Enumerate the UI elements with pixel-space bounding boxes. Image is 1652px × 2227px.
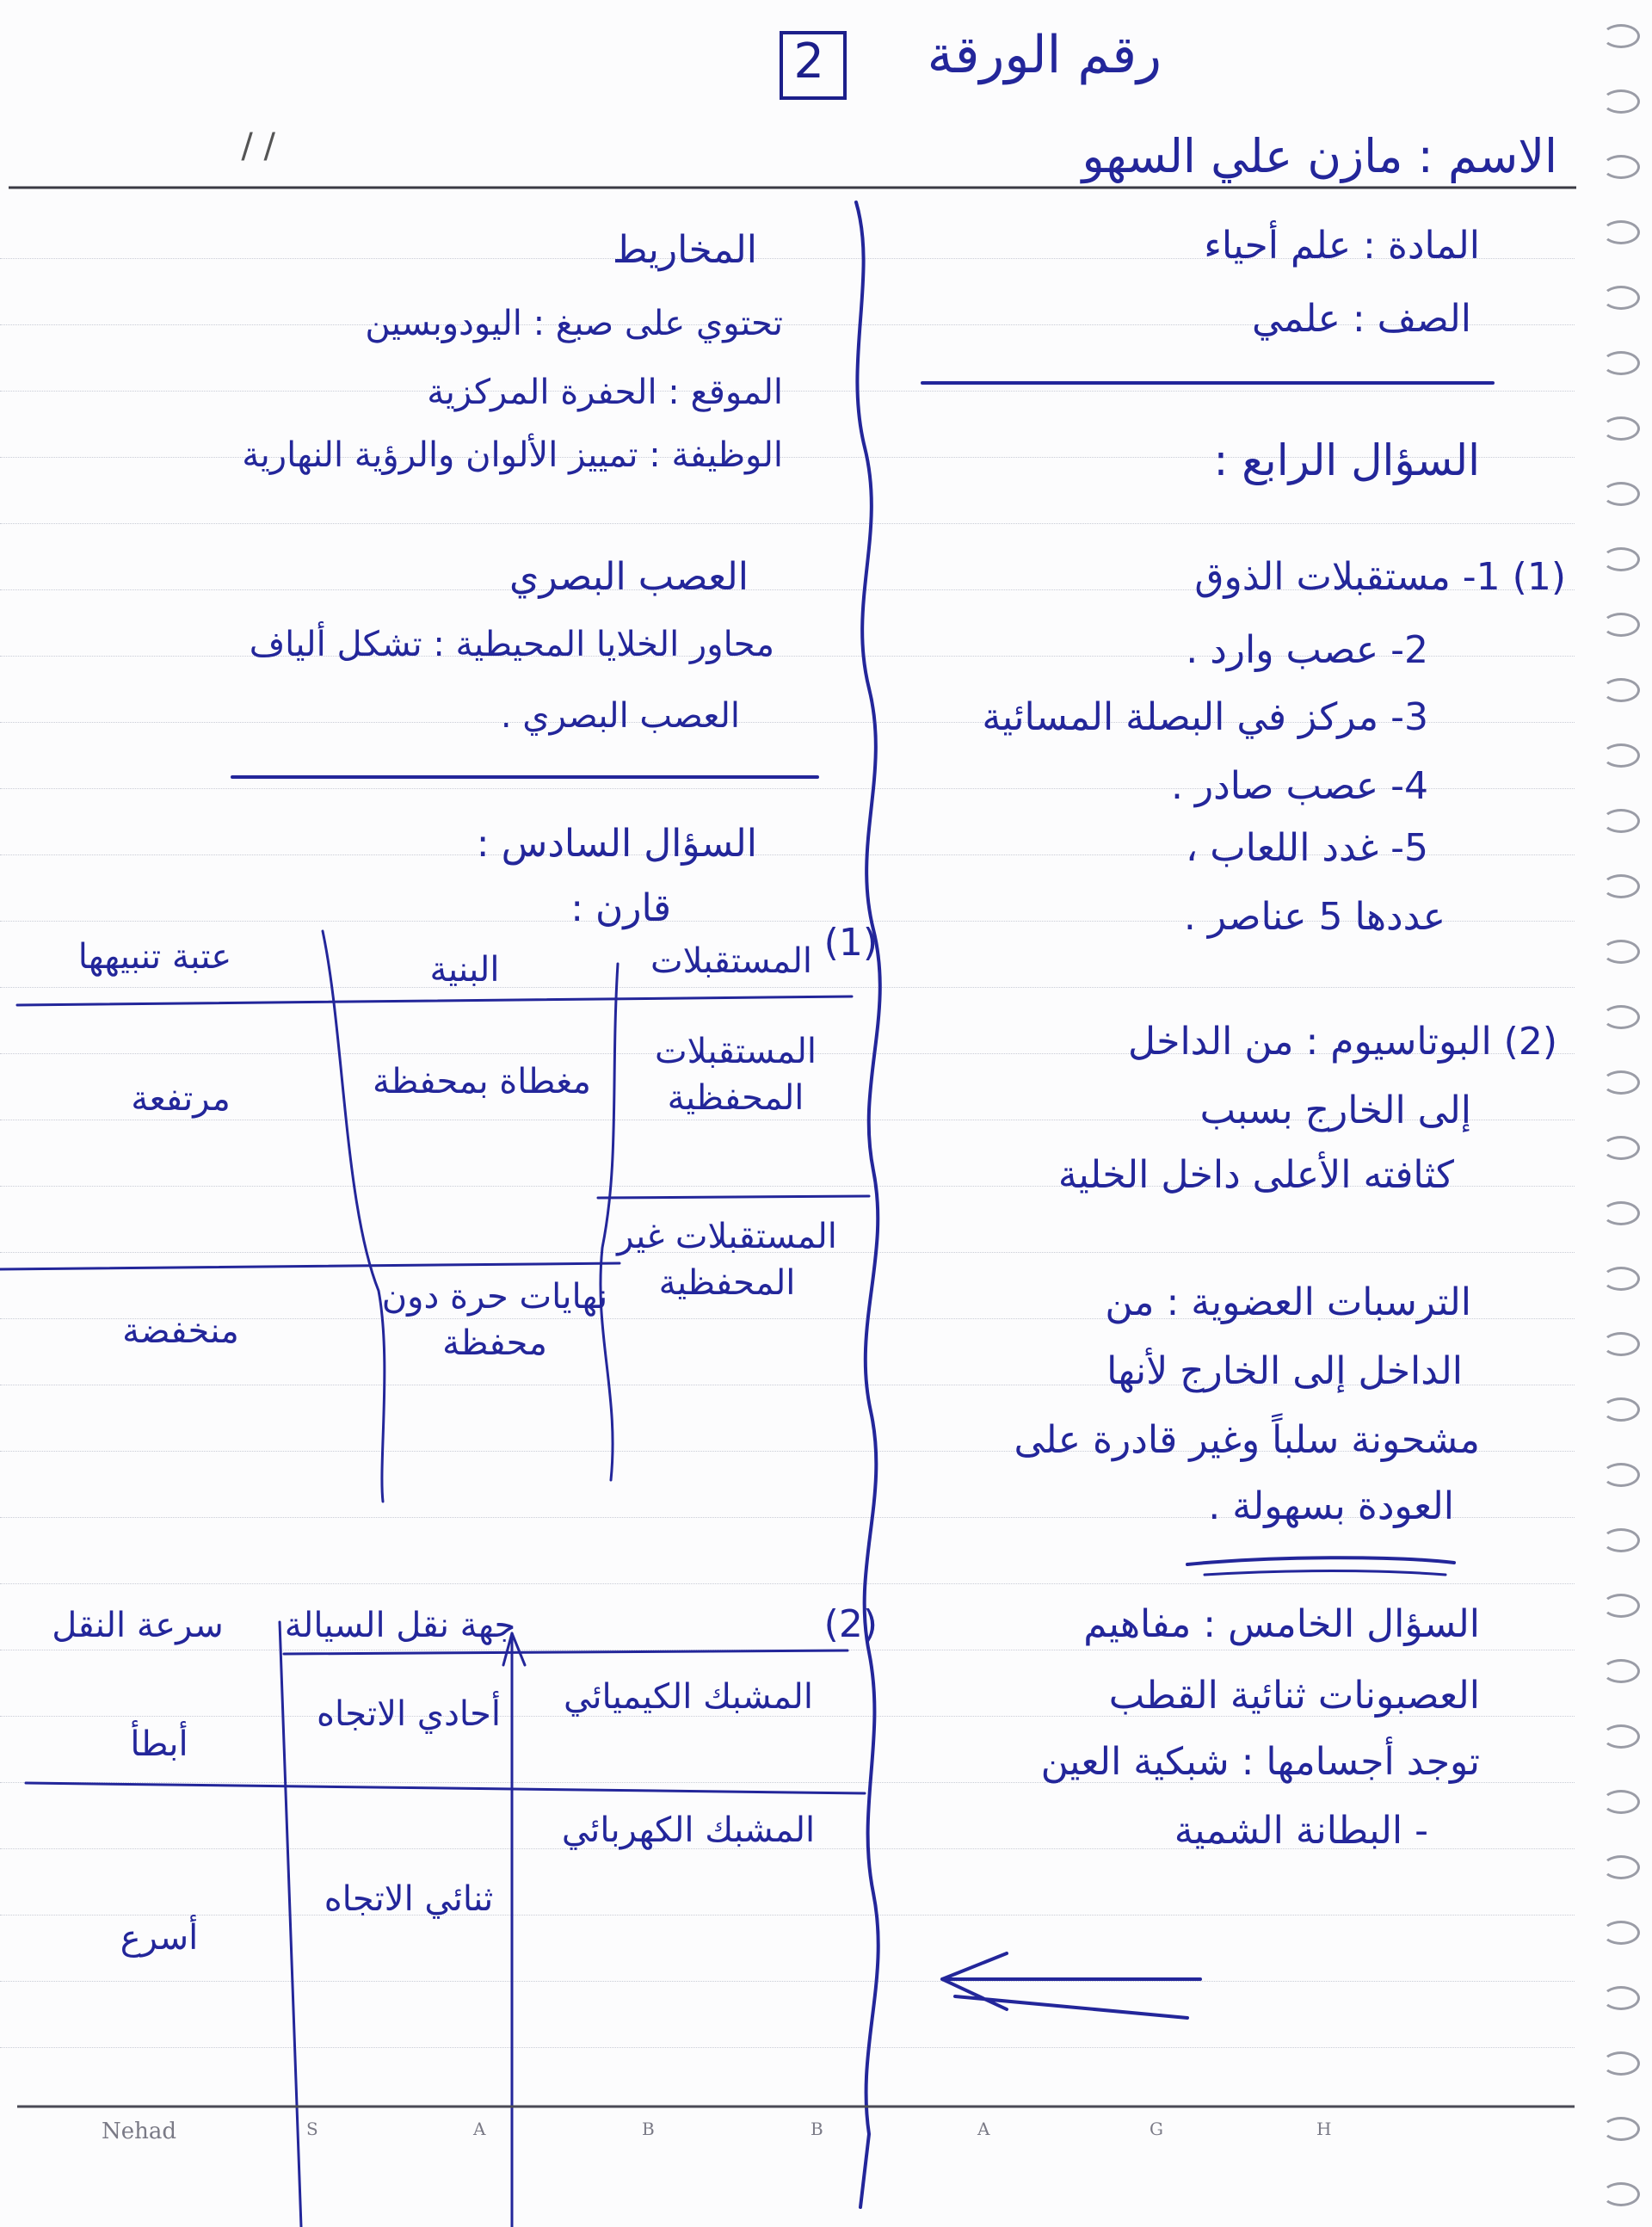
optic-nerve-title: العصب البصري bbox=[509, 555, 749, 599]
q4-title: السؤال الرابع : bbox=[1213, 435, 1480, 485]
paper-number-label: رقم الورقة bbox=[927, 25, 1162, 85]
student-name: الاسم : مازن علي السهو bbox=[1082, 129, 1557, 183]
spiral-ring bbox=[1602, 940, 1640, 964]
spiral-ring bbox=[1602, 1005, 1640, 1029]
q6-sub: قارن : bbox=[570, 886, 671, 930]
table2-row2-synapse: المشبك الكهربائي bbox=[561, 1811, 816, 1850]
q4-part3-line-3: مشحونة سلباً وغير قادرة على bbox=[1014, 1418, 1480, 1462]
table1-row2-receptor: المستقبلات غير المحفظية bbox=[617, 1217, 837, 1303]
q4-part3-line-4: العودة بسهولة . bbox=[1208, 1484, 1454, 1528]
spiral-ring bbox=[1602, 1790, 1640, 1814]
cones-title: المخاريط bbox=[612, 228, 757, 272]
q4-part1-line-2: 2- عصب وارد . bbox=[1186, 628, 1428, 672]
q4-part1-line-6: عددها 5 عناصر . bbox=[1183, 895, 1446, 939]
table2-row1-direction: أحادي الاتجاه bbox=[317, 1694, 501, 1734]
footer-letter-1: S bbox=[306, 2119, 318, 2139]
spiral-ring bbox=[1602, 351, 1640, 375]
table1-row1-structure: مغطاة بمحفظة bbox=[373, 1062, 591, 1101]
spiral-ring bbox=[1602, 613, 1640, 637]
footer-letter-6: G bbox=[1150, 2119, 1163, 2139]
date-marks: / / bbox=[241, 126, 275, 166]
spiral-ring bbox=[1602, 1659, 1640, 1683]
q4-part2-line-1: (2) البوتاسيوم : من الداخل bbox=[1127, 1020, 1557, 1064]
table1-header-receptors: المستقبلات bbox=[650, 941, 812, 981]
ruled-line bbox=[0, 1583, 1575, 1584]
table2-header-direction: جهة نقل السيالة bbox=[284, 1606, 516, 1645]
footer-letter-2: A bbox=[473, 2119, 486, 2139]
spiral-ring bbox=[1602, 809, 1640, 833]
cones-line-2: الموقع : الحفرة المركزية bbox=[427, 373, 783, 412]
table1-row2-threshold: منخفضة bbox=[122, 1311, 239, 1351]
table2-header-speed: سرعة النقل bbox=[52, 1606, 224, 1645]
subject-line: المادة : علم أحياء bbox=[1204, 224, 1480, 268]
table1-row1-threshold: مرتفعة bbox=[131, 1079, 231, 1119]
ruled-line bbox=[0, 2047, 1575, 2048]
ruled-line bbox=[0, 987, 1575, 988]
footer-letter-5: A bbox=[977, 2119, 990, 2139]
q5-line-1: السؤال الخامس : مفاهيم bbox=[1083, 1602, 1480, 1646]
footer-brand: Nehad bbox=[102, 2119, 177, 2144]
q5-line-2: العصبونات ثنائية القطب bbox=[1108, 1674, 1480, 1718]
q4-part1-line-4: 4- عصب صادر . bbox=[1170, 764, 1428, 808]
spiral-ring bbox=[1602, 2182, 1640, 2206]
spiral-ring bbox=[1602, 2051, 1640, 2076]
table1-header-threshold: عتبة تنبيهها bbox=[77, 937, 232, 977]
table1-label: (1) bbox=[823, 921, 878, 965]
spiral-ring bbox=[1602, 1267, 1640, 1291]
spiral-ring bbox=[1602, 24, 1640, 48]
spiral-ring bbox=[1602, 1855, 1640, 1879]
paper-number: 2 bbox=[793, 34, 824, 89]
ruled-line bbox=[0, 1981, 1575, 1982]
footer-letter-4: B bbox=[811, 2119, 823, 2139]
spiral-ring bbox=[1602, 155, 1640, 179]
table1-header-structure: البنية bbox=[429, 950, 500, 990]
footer-letter-7: H bbox=[1316, 2119, 1332, 2139]
table2-row1-speed: أبطأ bbox=[130, 1724, 188, 1764]
spiral-ring bbox=[1602, 1136, 1640, 1160]
spiral-ring bbox=[1602, 1070, 1640, 1095]
table2-row2-direction: ثنائي الاتجاه bbox=[324, 1879, 494, 1919]
q4-part1-line-1: (1) 1- مستقبلات الذوق bbox=[1194, 555, 1566, 599]
table1-row1-receptor: المستقبلات المحفظية bbox=[654, 1032, 817, 1118]
q6-title: السؤال السادس : bbox=[476, 822, 757, 866]
spiral-ring bbox=[1602, 1463, 1640, 1487]
q4-part2-line-2: إلى الخارج بسبب bbox=[1199, 1089, 1471, 1132]
q5-line-4: - البطانة الشمية bbox=[1174, 1809, 1428, 1853]
optic-nerve-line-1: محاور الخلايا المحيطية : تشكل ألياف bbox=[249, 625, 774, 664]
spiral-ring bbox=[1602, 743, 1640, 768]
ruled-line bbox=[0, 391, 1575, 392]
spiral-ring bbox=[1602, 547, 1640, 571]
q4-part3-line-2: الداخل إلى الخارج لأنها bbox=[1106, 1349, 1463, 1393]
cones-line-1: تحتوي على صبغ : اليودوبسين bbox=[365, 304, 783, 343]
table2-label: (2) bbox=[823, 1602, 878, 1646]
table1-row2-structure: نهايات حرة دون محفظة bbox=[381, 1277, 608, 1363]
spiral-ring bbox=[1602, 1921, 1640, 1945]
spiral-ring bbox=[1602, 482, 1640, 506]
spiral-ring bbox=[1602, 1201, 1640, 1225]
spiral-ring bbox=[1602, 1528, 1640, 1552]
spiral-ring bbox=[1602, 1397, 1640, 1422]
cones-line-3: الوظيفة : تمييز الألوان والرؤية النهارية bbox=[242, 435, 783, 475]
table2-row1-synapse: المشبك الكيميائي bbox=[564, 1677, 813, 1717]
q4-part1-line-5: 5- غدد اللعاب ، bbox=[1186, 826, 1428, 870]
spiral-ring bbox=[1602, 1594, 1640, 1618]
optic-nerve-line-2: العصب البصري . bbox=[500, 696, 740, 736]
table2-row2-speed: أسرع bbox=[120, 1918, 199, 1958]
q4-part3-line-1: الترسبات العضوية : من bbox=[1105, 1280, 1471, 1324]
ruled-line bbox=[0, 523, 1575, 524]
q5-line-3: توجد أجسامها : شبكية العين bbox=[1040, 1740, 1480, 1784]
footer-letter-3: B bbox=[642, 2119, 655, 2139]
q4-part1-line-3: 3- مركز في البصلة المسائية bbox=[982, 695, 1428, 739]
spiral-ring bbox=[1602, 1724, 1640, 1749]
spiral-ring bbox=[1602, 678, 1640, 702]
spiral-ring bbox=[1602, 2117, 1640, 2141]
spiral-ring bbox=[1602, 220, 1640, 244]
grade-line: الصف : علمي bbox=[1251, 297, 1471, 341]
q4-part2-line-3: كثافته الأعلى داخل الخلية bbox=[1057, 1153, 1454, 1197]
spiral-ring bbox=[1602, 1986, 1640, 2010]
spiral-ring bbox=[1602, 874, 1640, 898]
spiral-ring bbox=[1602, 416, 1640, 441]
spiral-ring bbox=[1602, 1332, 1640, 1356]
spiral-ring bbox=[1602, 286, 1640, 310]
spiral-ring bbox=[1602, 89, 1640, 114]
